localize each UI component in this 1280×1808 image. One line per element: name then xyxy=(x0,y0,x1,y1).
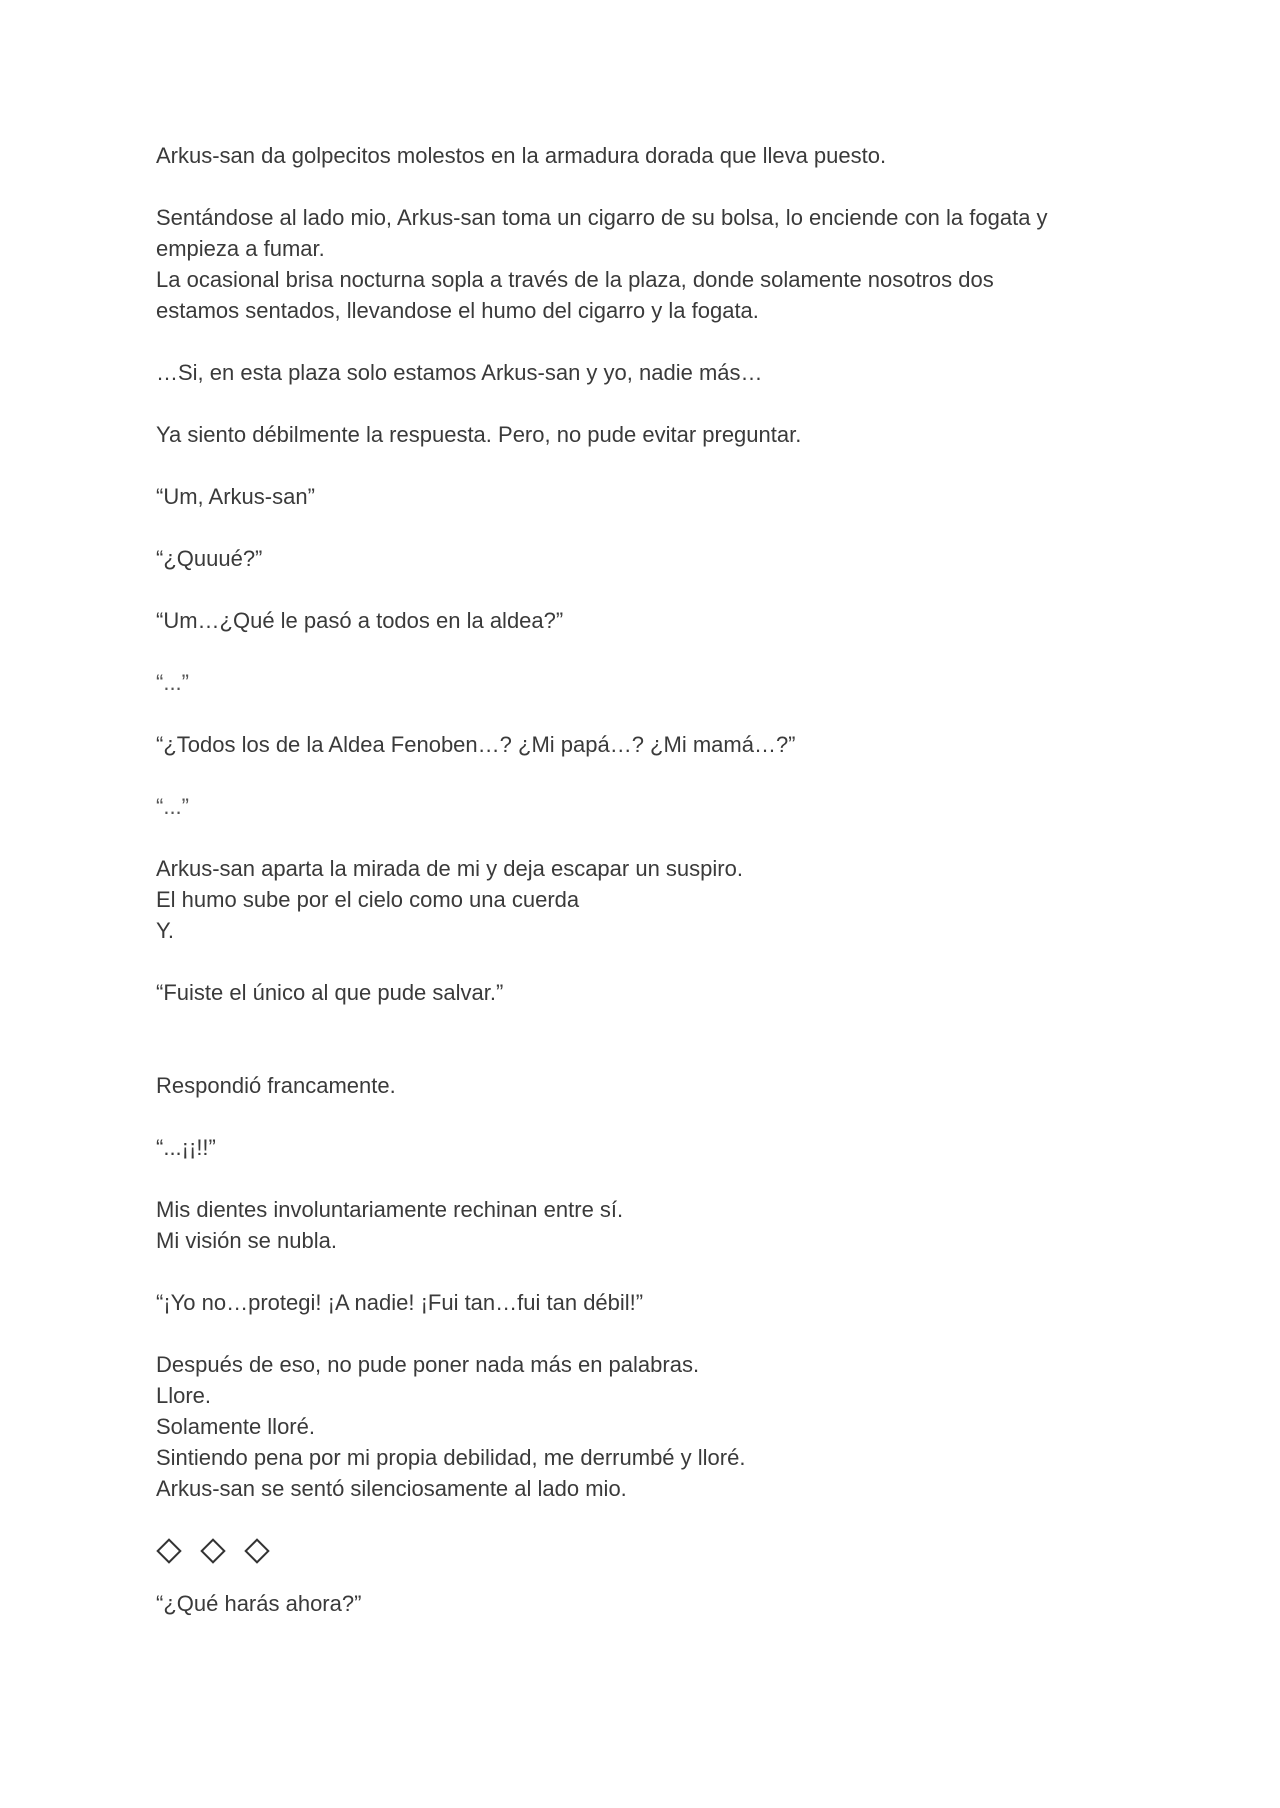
paragraph-3: …Si, en esta plaza solo estamos Arkus-san y yo, nadie más… xyxy=(156,360,763,385)
dialogue-6: “...” xyxy=(156,794,189,819)
paragraph-7: Mis dientes involuntariamente rechinan entre sí. Mi visión se nubla. xyxy=(156,1197,624,1253)
diamond-outline-icon xyxy=(200,1538,225,1563)
dialogue-5: “¿Todos los de la Aldea Fenoben…? ¿Mi papá…? ¿Mi mamá…?” xyxy=(156,732,796,757)
diamond-outline-icon xyxy=(156,1538,181,1563)
paragraph-4: Ya siento débilmente la respuesta. Pero, no pude evitar preguntar. xyxy=(156,422,802,447)
dialogue-3: “Um…¿Qué le pasó a todos en la aldea?” xyxy=(156,608,564,633)
paragraph-5: Arkus-san aparta la mirada de mi y deja escapar un suspiro. El humo sube por el cielo como una cuerda Y. xyxy=(156,856,743,943)
paragraph-1: Arkus-san da golpecitos molestos en la armadura dorada que lleva puesto. xyxy=(156,143,887,168)
dialogue-1: “Um, Arkus-san” xyxy=(156,484,315,509)
scene-separator xyxy=(156,1535,1156,1566)
closing-dialogue: “¿Qué harás ahora?” xyxy=(156,1591,362,1616)
document-page xyxy=(156,140,1156,1650)
paragraph-2: Sentándose al lado mio, Arkus-san toma un cigarro de su bolsa, lo enciende con la fogata y empieza a fumar. La ocasional brisa nocturna sopla a través de la plaza, donde solamente nosotros dos estamos sentados, llevandose el humo del cigarro y la fogata. xyxy=(156,205,1048,323)
dialogue-4: “...” xyxy=(156,670,189,695)
diamond-outline-icon xyxy=(244,1538,269,1563)
dialogue-7: “Fuiste el único al que pude salvar.” xyxy=(156,980,504,1005)
paragraph-6: Respondió francamente. xyxy=(156,1073,396,1098)
dialogue-9: “¡Yo no…protegi! ¡A nadie! ¡Fui tan…fui tan débil!” xyxy=(156,1290,644,1315)
dialogue-2: “¿Quuué?” xyxy=(156,546,263,571)
dialogue-8: “...¡¡!!” xyxy=(156,1135,216,1160)
paragraph-8: Después de eso, no pude poner nada más en palabras. Llore. Solamente lloré. Sintiendo pena por mi propia debilidad, me derrumbé y lloré. Arkus-san se sentó silenciosamente al lado mio. xyxy=(156,1352,746,1501)
